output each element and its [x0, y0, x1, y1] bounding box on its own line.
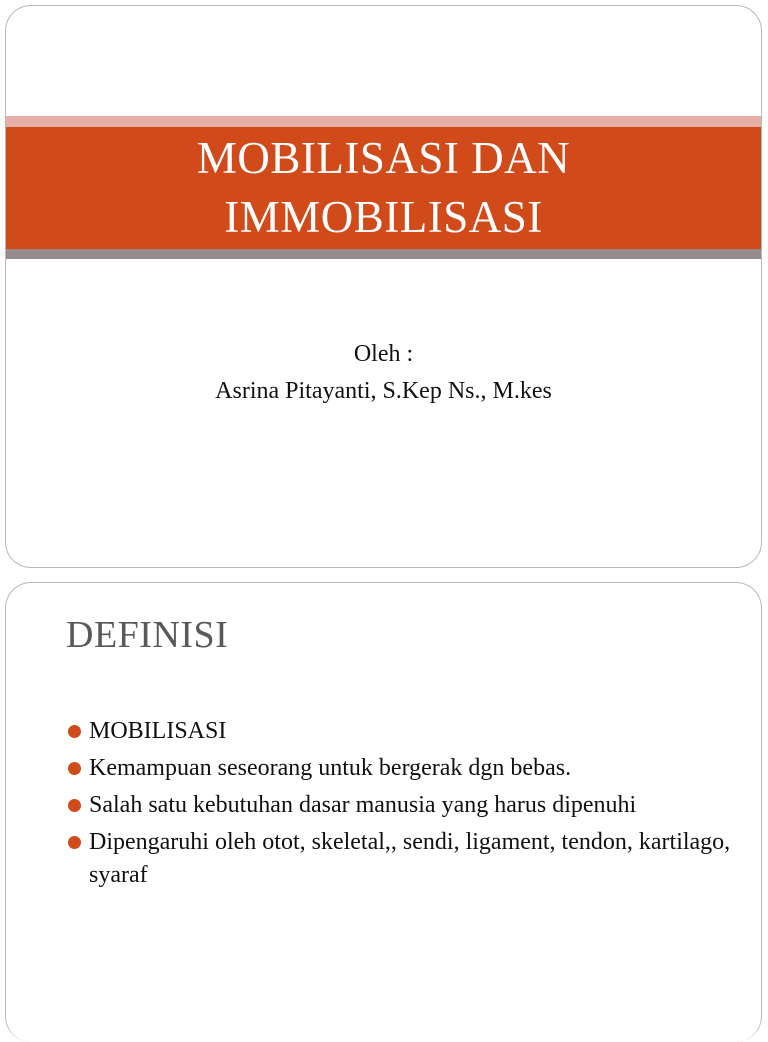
- bullet-dot-icon: [68, 762, 81, 775]
- list-item: [66, 826, 746, 892]
- byline: [6, 336, 761, 410]
- bullet-text: MOBILISASI: [89, 718, 227, 744]
- definition-title: DEFINISI: [66, 614, 229, 656]
- bullet-dot-icon: [68, 836, 81, 849]
- bullet-text: Kemampuan seseorang untuk bergerak dgn bebas.: [89, 755, 572, 781]
- bullet-dot-icon: [68, 799, 81, 812]
- author-name: Asrina Pitayanti, S.Kep Ns., M.kes: [215, 378, 552, 404]
- slide-title-line-2: IMMOBILISASI: [224, 192, 543, 242]
- bullet-dot-icon: [68, 725, 81, 738]
- list-item: [66, 789, 746, 822]
- bullet-text: Salah satu kebutuhan dasar manusia yang harus dipenuhi: [89, 792, 637, 818]
- title-band-bottom-stripe: [6, 249, 761, 259]
- bullet-text: Dipengaruhi oleh otot, skeletal,, sendi, ligament, tendon, kartilago, syaraf: [89, 829, 731, 888]
- bullet-list: [66, 715, 746, 896]
- title-band: [6, 127, 761, 249]
- list-item: [66, 715, 746, 748]
- byline-label: Oleh :: [353, 341, 414, 367]
- list-item: [66, 752, 746, 785]
- title-band-top-stripe: [6, 116, 761, 127]
- title-slide: [5, 5, 762, 568]
- slide-title-line-1: MOBILISASI DAN: [196, 133, 571, 183]
- definition-slide: [5, 582, 762, 1042]
